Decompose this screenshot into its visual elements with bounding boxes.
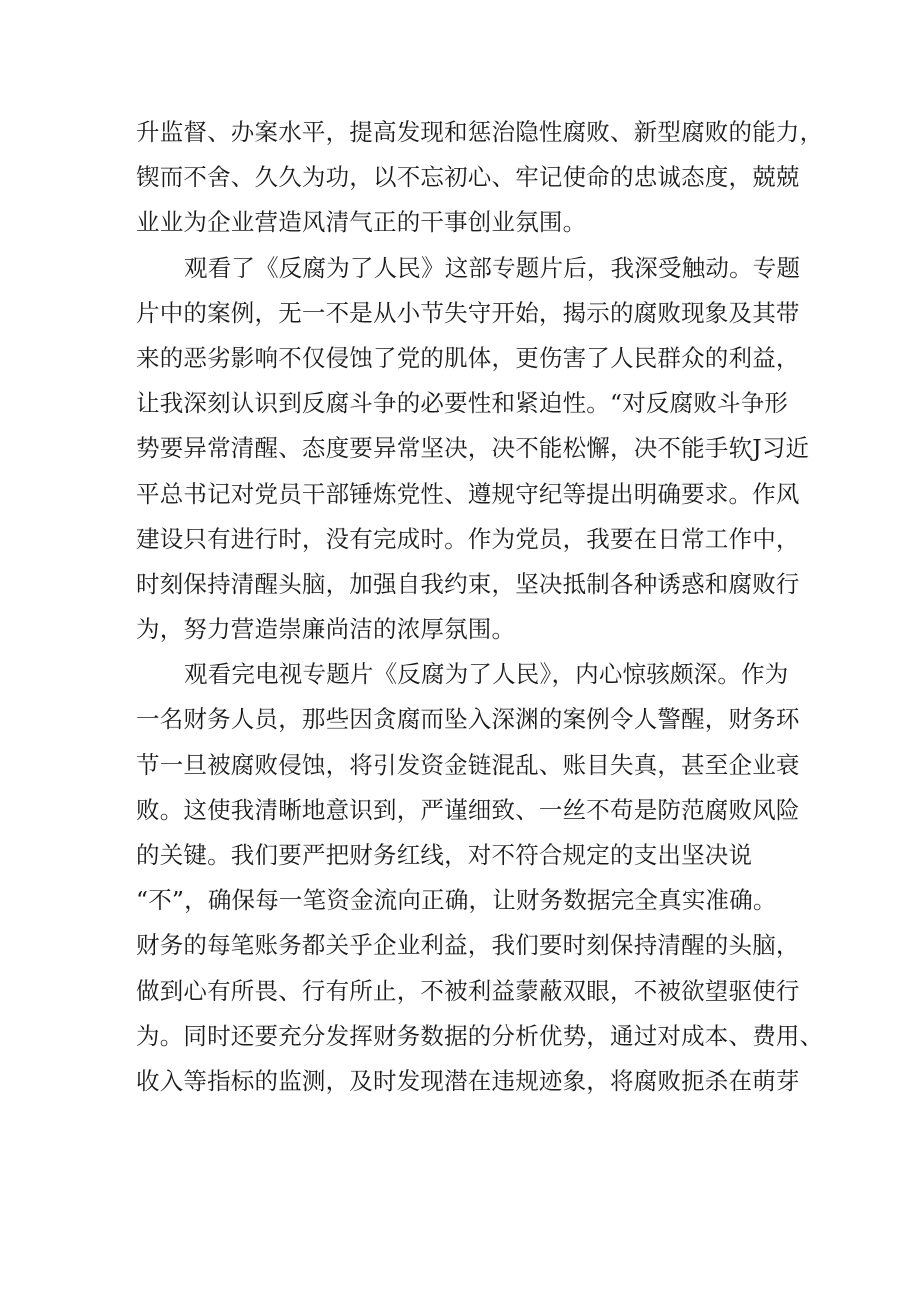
text-line: 节一旦被腐败侵蚀，将引发资金链混乱、账目失真，甚至企业衰 <box>136 750 800 779</box>
text-line: 为。同时还要充分发挥财务数据的分析优势，通过对成本、费用、 <box>136 1021 824 1050</box>
text-line: 为，努力营造崇廉尚洁的浓厚氛围。 <box>136 615 516 644</box>
paragraph-first-line: 观看了《反腐为了人民》这部专题片后，我深受触动。专题 <box>184 253 801 282</box>
text-line: 平总书记对党员干部锤炼党性、遵规守纪等提出明确要求。作风 <box>136 479 800 508</box>
text-line: 财务的每笔账务都关乎企业利益，我们要时刻保持清醒的头脑， <box>136 931 800 960</box>
paragraph-first-line: 观看完电视专题片《反腐为了人民》，内心惊骇颇深。作为 <box>184 660 789 689</box>
text-line: 势要异常清醒、态度要异常坚决，决不能松懈，决不能手软J习近 <box>136 434 810 463</box>
text-line: 锲而不舍、久久为功，以不忘初心、牢记使命的忠诚态度，兢兢 <box>136 163 800 192</box>
text-line: 建设只有进行时，没有完成时。作为党员，我要在日常工作中， <box>136 524 800 553</box>
text-line: 做到心有所畏、行有所止，不被利益蒙蔽双眼，不被欲望驱使行 <box>136 976 800 1005</box>
text-line: 让我深刻认识到反腐斗争的必要性和紧迫性。“对反腐败斗争形 <box>136 389 789 418</box>
text-line: 一名财务人员，那些因贪腐而坠入深渊的案例令人警醒，财务环 <box>136 705 800 734</box>
text-line: 的关键。我们要严把财务红线，对不符合规定的支出坚决说 <box>136 841 753 869</box>
document-body <box>136 110 824 1104</box>
text-line: 时刻保持清醒头脑，加强自我约束，坚决抵制各种诱惑和腐败行 <box>136 569 800 598</box>
text-line: 业业为企业营造风清气正的干事创业氛围。 <box>136 208 587 237</box>
text-line: 来的恶劣影响不仅侵蚀了党的肌体，更伤害了人民群众的利益， <box>136 343 800 372</box>
text-line: 收入等指标的监测，及时发现潜在违规迹象，将腐败扼杀在萌芽 <box>136 1066 800 1095</box>
text-line: 败。这使我清晰地意识到，严谨细致、一丝不苟是防范腐败风险 <box>136 795 800 824</box>
text-line: 片中的案例，无一不是从小节失守开始，揭示的腐败现象及其带 <box>136 298 800 327</box>
text-line: 升监督、办案水平，提高发现和惩治隐性腐败、新型腐败的能力， <box>136 118 824 146</box>
text-line: “不”，确保每一笔资金流向正确，让财务数据完全真实准确。 <box>136 886 777 915</box>
